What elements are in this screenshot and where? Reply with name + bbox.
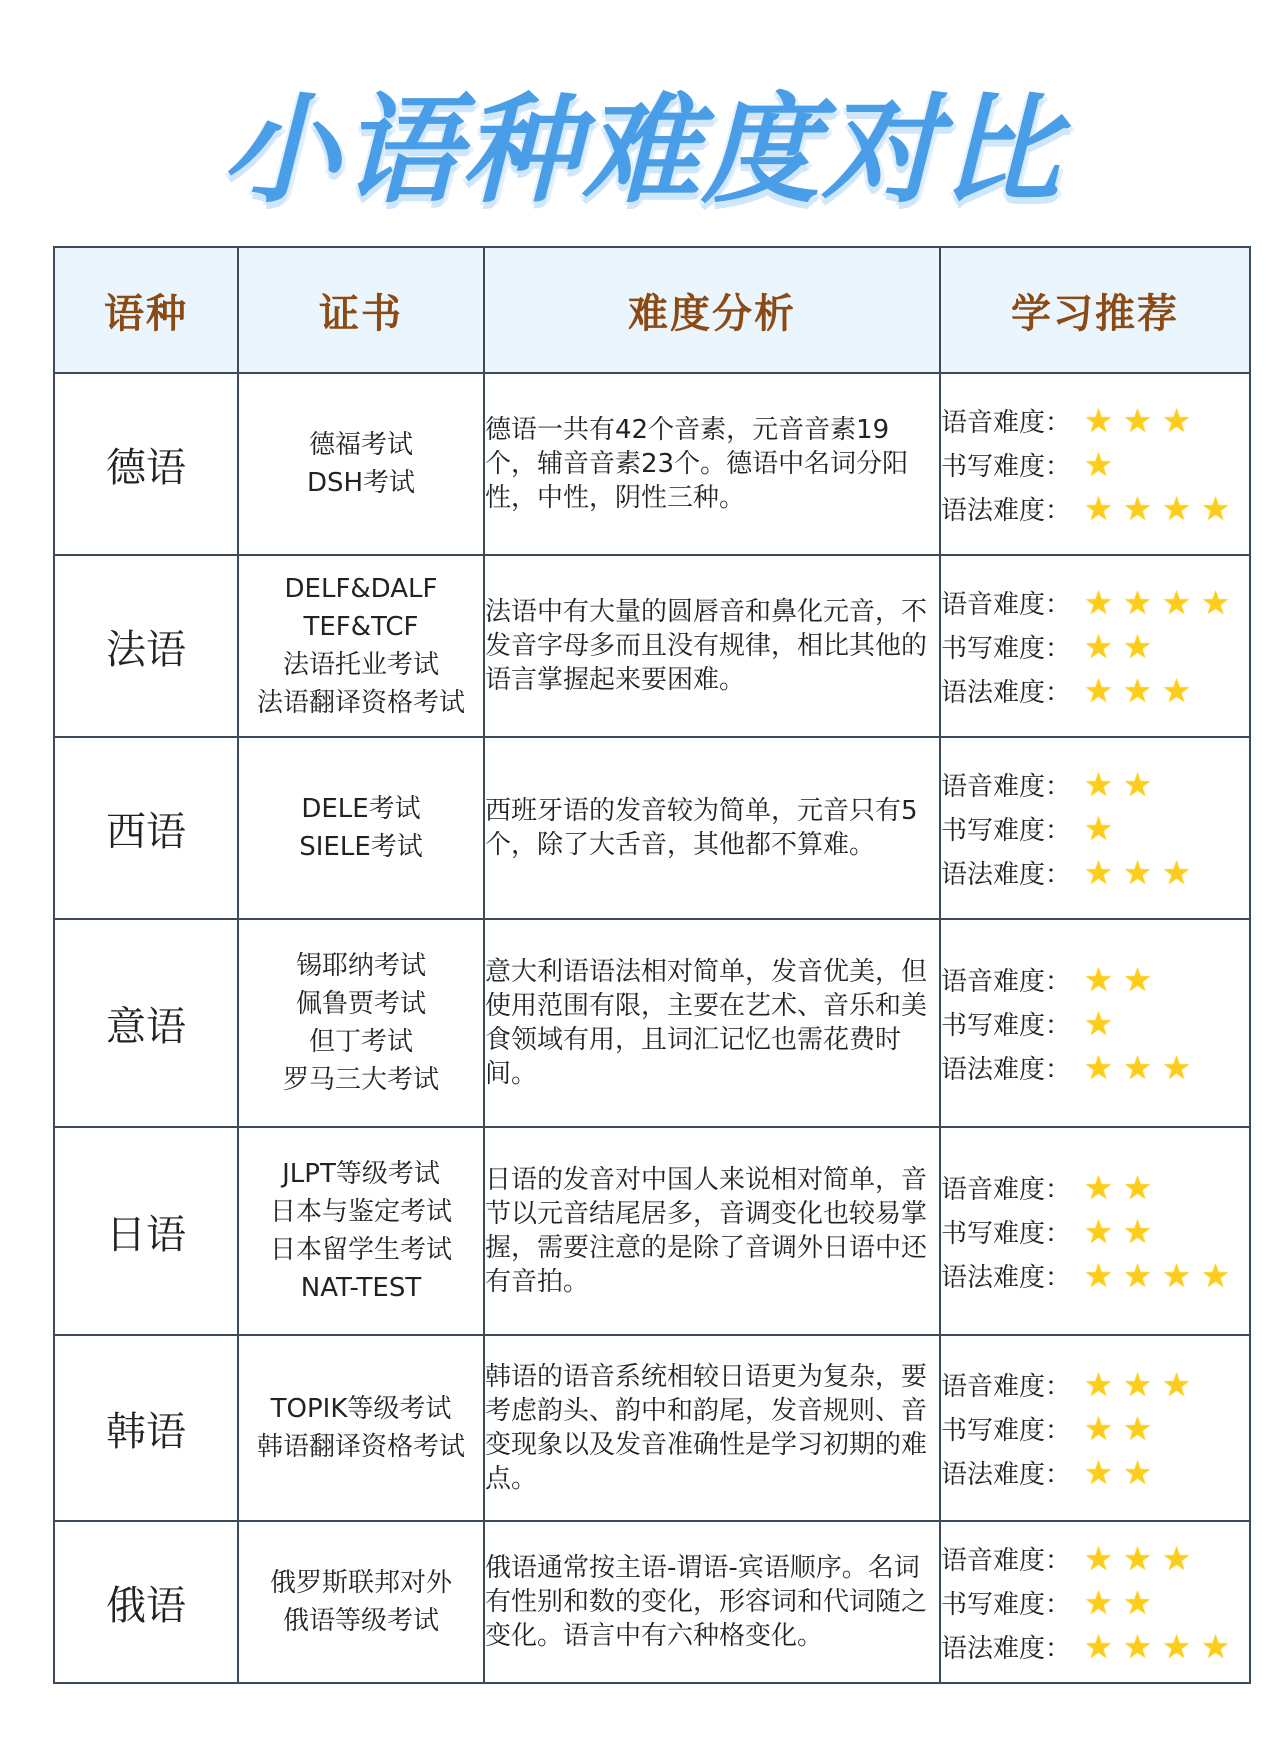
- certificate-cell: [238, 1521, 484, 1683]
- certificate-item: 法语翻译资格考试: [256, 688, 465, 718]
- star-icon: ★: [1161, 1364, 1192, 1404]
- star-icon: ★: [1122, 670, 1153, 710]
- star-rating: [1079, 400, 1196, 440]
- recommendation-cell: [940, 919, 1250, 1127]
- star-icon: ★: [1083, 488, 1114, 528]
- star-rating: [1079, 852, 1196, 892]
- rating-grammar: [941, 1624, 1249, 1668]
- star-rating: [1079, 1255, 1235, 1295]
- star-rating: [1079, 808, 1118, 848]
- rating-label: 书写难度：: [941, 633, 1072, 664]
- star-rating: [1079, 1047, 1196, 1087]
- title-banner: [0, 80, 1283, 230]
- rating-grammar: [941, 850, 1249, 894]
- star-rating: [1079, 444, 1118, 484]
- language-cell: 日语: [54, 1127, 238, 1335]
- star-icon: ★: [1122, 1211, 1153, 1251]
- star-icon: ★: [1122, 1255, 1153, 1295]
- star-icon: ★: [1083, 670, 1114, 710]
- star-rating: [1079, 488, 1235, 528]
- rating-label: 语音难度：: [941, 407, 1072, 438]
- certificate-item: 锡耶纳考试: [295, 951, 426, 981]
- star-icon: ★: [1200, 1255, 1231, 1295]
- language-cell: 俄语: [54, 1521, 238, 1683]
- star-icon: ★: [1083, 1364, 1114, 1404]
- certificate-cell: [238, 737, 484, 919]
- star-icon: ★: [1122, 626, 1153, 666]
- analysis-cell: 西班牙语的发音较为简单，元音只有5个，除了大舌音，其他都不算难。: [484, 737, 940, 919]
- star-rating: [1079, 1003, 1118, 1043]
- rating-label: 书写难度：: [941, 815, 1072, 846]
- certificate-item: 佩鲁贾考试: [295, 989, 426, 1019]
- rating-label: 书写难度：: [941, 1218, 1072, 1249]
- certificate-item: TOPIK等级考试: [270, 1394, 452, 1424]
- language-cell: 法语: [54, 555, 238, 737]
- certificate-item: 俄罗斯联邦对外: [269, 1568, 452, 1598]
- rating-grammar: [941, 668, 1249, 712]
- rating-label: 语法难度：: [941, 1054, 1072, 1085]
- rating-writing: [941, 1580, 1249, 1624]
- star-rating: [1079, 1211, 1157, 1251]
- star-icon: ★: [1161, 852, 1192, 892]
- certificate-cell: [238, 555, 484, 737]
- star-icon: ★: [1083, 1003, 1114, 1043]
- star-icon: ★: [1083, 1452, 1114, 1492]
- star-rating: [1079, 959, 1157, 999]
- certificate-item: DSH考试: [306, 468, 416, 498]
- rating-label: 语法难度：: [941, 1459, 1072, 1490]
- analysis-cell: 法语中有大量的圆唇音和鼻化元音，不发音字母多而且没有规律，相比其他的语言掌握起来要困难。: [484, 555, 940, 737]
- star-rating: [1079, 1167, 1157, 1207]
- rating-label: 语音难度：: [941, 771, 1072, 802]
- analysis-cell: 韩语的语音系统相较日语更为复杂，要考虑韵头、韵中和韵尾，发音规则、音变现象以及发音准确性是学习初期的难点。: [484, 1335, 940, 1521]
- star-icon: ★: [1122, 582, 1153, 622]
- rating-label: 语音难度：: [941, 1371, 1072, 1402]
- recommendation-cell: [940, 1521, 1250, 1683]
- rating-label: 语法难度：: [941, 677, 1072, 708]
- rating-pronunciation: [941, 957, 1249, 1001]
- rating-grammar: [941, 1045, 1249, 1089]
- rating-pronunciation: [941, 1536, 1249, 1580]
- star-icon: ★: [1161, 1626, 1192, 1666]
- certificate-item: NAT-TEST: [300, 1273, 422, 1303]
- star-icon: ★: [1161, 400, 1192, 440]
- certificate-item: 但丁考试: [308, 1027, 413, 1057]
- star-icon: ★: [1161, 1255, 1192, 1295]
- star-rating: [1079, 1364, 1196, 1404]
- analysis-cell: 意大利语语法相对简单，发音优美，但使用范围有限，主要在艺术、音乐和美食领域有用，且词汇记忆也需花费时间。: [484, 919, 940, 1127]
- recommendation-cell: [940, 1127, 1250, 1335]
- star-icon: ★: [1083, 1211, 1114, 1251]
- rating-writing: [941, 1209, 1249, 1253]
- rating-label: 语音难度：: [941, 589, 1072, 620]
- certificate-item: TEF&TCF: [303, 612, 419, 642]
- language-cell: 意语: [54, 919, 238, 1127]
- star-icon: ★: [1161, 1047, 1192, 1087]
- star-icon: ★: [1122, 852, 1153, 892]
- star-icon: ★: [1083, 400, 1114, 440]
- analysis-cell: 日语的发音对中国人来说相对简单，音节以元音结尾居多，音调变化也较易掌握，需要注意的是除了音调外日语中还有音拍。: [484, 1127, 940, 1335]
- recommendation-cell: [940, 373, 1250, 555]
- rating-writing: [941, 442, 1249, 486]
- rating-label: 语法难度：: [941, 859, 1072, 890]
- certificate-item: 俄语等级考试: [282, 1606, 439, 1636]
- language-cell: 德语: [54, 373, 238, 555]
- star-rating: [1079, 1538, 1196, 1578]
- table-row: [54, 373, 1250, 555]
- recommendation-cell: [940, 1335, 1250, 1521]
- rating-grammar: [941, 1253, 1249, 1297]
- rating-label: 书写难度：: [941, 1415, 1072, 1446]
- recommendation-cell: [940, 737, 1250, 919]
- certificate-item: 日本留学生考试: [269, 1235, 452, 1265]
- rating-pronunciation: [941, 398, 1249, 442]
- certificate-item: 韩语翻译资格考试: [256, 1432, 465, 1462]
- rating-writing: [941, 624, 1249, 668]
- certificate-item: DELE考试: [301, 794, 421, 824]
- star-icon: ★: [1122, 959, 1153, 999]
- rating-pronunciation: [941, 580, 1249, 624]
- star-icon: ★: [1083, 852, 1114, 892]
- rating-grammar: [941, 1450, 1249, 1494]
- rating-writing: [941, 806, 1249, 850]
- star-icon: ★: [1083, 1626, 1114, 1666]
- column-header-language: 语种: [54, 247, 238, 373]
- table-row: [54, 737, 1250, 919]
- recommendation-cell: [940, 555, 1250, 737]
- page-title: 小语种难度对比: [221, 81, 1062, 219]
- rating-writing: [941, 1406, 1249, 1450]
- star-icon: ★: [1083, 764, 1114, 804]
- certificate-item: 日本与鉴定考试: [269, 1197, 452, 1227]
- star-icon: ★: [1122, 1047, 1153, 1087]
- star-icon: ★: [1122, 764, 1153, 804]
- certificate-item: JLPT等级考试: [282, 1159, 440, 1189]
- star-icon: ★: [1161, 488, 1192, 528]
- star-rating: [1079, 626, 1157, 666]
- certificate-cell: [238, 919, 484, 1127]
- star-rating: [1079, 1408, 1157, 1448]
- star-icon: ★: [1161, 582, 1192, 622]
- star-icon: ★: [1200, 488, 1231, 528]
- rating-label: 书写难度：: [941, 1589, 1072, 1620]
- star-icon: ★: [1161, 1538, 1192, 1578]
- column-header-certificate: 证书: [238, 247, 484, 373]
- star-rating: [1079, 764, 1157, 804]
- certificate-item: SIELE考试: [299, 832, 423, 862]
- rating-grammar: [941, 486, 1249, 530]
- star-icon: ★: [1122, 1626, 1153, 1666]
- rating-pronunciation: [941, 762, 1249, 806]
- rating-writing: [941, 1001, 1249, 1045]
- table-row: [54, 919, 1250, 1127]
- rating-label: 语音难度：: [941, 1545, 1072, 1576]
- star-rating: [1079, 1626, 1235, 1666]
- star-icon: ★: [1122, 1538, 1153, 1578]
- certificate-cell: [238, 1127, 484, 1335]
- rating-label: 语音难度：: [941, 966, 1072, 997]
- star-icon: ★: [1200, 1626, 1231, 1666]
- star-rating: [1079, 1582, 1157, 1622]
- star-icon: ★: [1083, 1047, 1114, 1087]
- rating-pronunciation: [941, 1165, 1249, 1209]
- analysis-cell: 德语一共有42个音素，元音音素19个，辅音音素23个。德语中名词分阳性，中性，阴性三种。: [484, 373, 940, 555]
- star-icon: ★: [1083, 1255, 1114, 1295]
- star-icon: ★: [1200, 582, 1231, 622]
- table-row: [54, 1127, 1250, 1335]
- rating-label: 语法难度：: [941, 1262, 1072, 1293]
- star-icon: ★: [1083, 959, 1114, 999]
- rating-label: 语法难度：: [941, 495, 1072, 526]
- star-icon: ★: [1083, 582, 1114, 622]
- star-icon: ★: [1122, 1364, 1153, 1404]
- star-icon: ★: [1122, 400, 1153, 440]
- star-icon: ★: [1122, 1452, 1153, 1492]
- certificate-item: 罗马三大考试: [282, 1065, 439, 1095]
- rating-pronunciation: [941, 1362, 1249, 1406]
- certificate-item: 德福考试: [308, 430, 413, 460]
- analysis-cell: 俄语通常按主语-谓语-宾语顺序。名词有性别和数的变化，形容词和代词随之变化。语言中有六种格变化。: [484, 1521, 940, 1683]
- star-icon: ★: [1122, 1167, 1153, 1207]
- star-icon: ★: [1083, 444, 1114, 484]
- rating-label: 语音难度：: [941, 1174, 1072, 1205]
- table-row: [54, 555, 1250, 737]
- language-cell: 西语: [54, 737, 238, 919]
- table-row: [54, 1521, 1250, 1683]
- star-rating: [1079, 670, 1196, 710]
- column-header-recommendation: 学习推荐: [940, 247, 1250, 373]
- star-icon: ★: [1122, 1408, 1153, 1448]
- star-icon: ★: [1161, 670, 1192, 710]
- certificate-item: 法语托业考试: [282, 650, 439, 680]
- certificate-item: DELF&DALF: [284, 574, 438, 604]
- star-icon: ★: [1083, 808, 1114, 848]
- certificate-cell: [238, 373, 484, 555]
- star-icon: ★: [1083, 1538, 1114, 1578]
- star-rating: [1079, 582, 1235, 622]
- rating-label: 语法难度：: [941, 1633, 1072, 1664]
- comparison-table: [53, 246, 1251, 1684]
- star-icon: ★: [1122, 1582, 1153, 1622]
- star-icon: ★: [1122, 488, 1153, 528]
- table-row: [54, 1335, 1250, 1521]
- language-cell: 韩语: [54, 1335, 238, 1521]
- rating-label: 书写难度：: [941, 451, 1072, 482]
- certificate-cell: [238, 1335, 484, 1521]
- star-icon: ★: [1083, 626, 1114, 666]
- rating-label: 书写难度：: [941, 1010, 1072, 1041]
- star-rating: [1079, 1452, 1157, 1492]
- star-icon: ★: [1083, 1582, 1114, 1622]
- star-icon: ★: [1083, 1167, 1114, 1207]
- column-header-analysis: 难度分析: [484, 247, 940, 373]
- star-icon: ★: [1083, 1408, 1114, 1448]
- table-header-row: [54, 247, 1250, 373]
